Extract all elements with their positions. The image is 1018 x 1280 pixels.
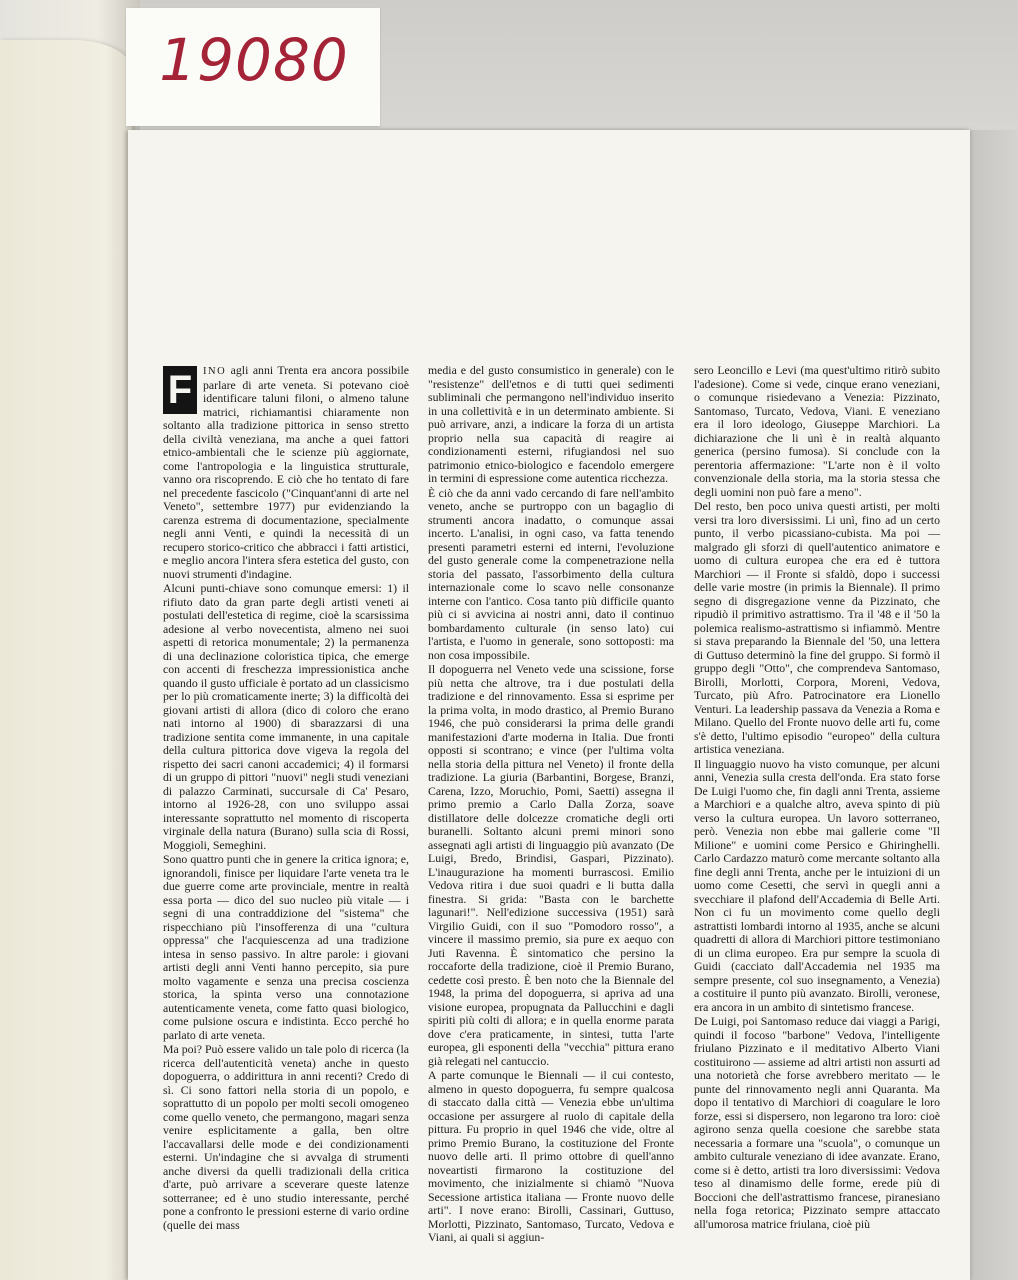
paragraph: sero Leoncillo e Levi (ma quest'ultimo ritirò subito l'adesione). Come si vede, cinque erano veneziani, o comunque risiedevano a Venezia: Pizzinato, Santomaso, Turcato, Vedova, Viani. E veneziano era il loro ideologo, Giuseppe Marchiori. La dichiarazione che li unì è in realtà alquanto generica (persino fumosa). Si conclude con la perentoria affermazione: "L'arte non è il volto convenzionale della storia, ma la storia stessa che degli uomini non può fare a meno". [694,363,940,499]
magazine-page [128,130,970,1280]
paragraph: Del resto, ben poco univa questi artisti, per molti versi tra loro diversissimi. Li unì, fino ad un certo punto, il verbo picassiano-cubista. Ma poi — malgrado gli sforzi di quell'autentico animatore e uomo di cultura europea che era ed è tuttora Marchiori — il Fronte si sfaldò, dopo i successi delle varie mostre (in primis la Biennale). Il primo segno di disgregazione venne da Pizzinato, che ripudiò il primitivo astrattismo. Tra il '48 e il '50 la polemica realismo-astrattismo si infiammò. Mentre si stava preparando la Biennale del '50, una lettera di Guttuso determinò la fine del gruppo. Si formò il gruppo degli "Otto", che comprendeva Santomaso, Birolli, Morlotti, Corpora, Moreni, Vedova, Turcato, più Afro. Patrocinatore era Lionello Venturi. La leadership passava da Venezia a Roma e Milano. Quello del Fronte nuovo delle arti fu, come s'è detto, l'ultimo episodio "europeo" della cultura artistica veneziana. [694,499,940,756]
column-3 [694,364,940,1232]
handwritten-number: 19080 [159,26,349,94]
paragraph: Il dopoguerra nel Veneto vede una scissione, forse più netta che altrove, tra i due postulati della tradizione e del rinnovamento. Essa si esprime per la prima volta, in modo drastico, al Premio Burano 1946, che può considerarsi la prima delle grandi manifestazioni d'arte moderna in Italia. Due fronti opposti si scontrano; e vince (per l'ultima volta nella storia della pittura nel Veneto) il fronte della tradizione. La giuria (Barbantini, Borgese, Branzi, Carena, Izzo, Moruchio, Pomi, Saetti) assegna il primo premio a Carlo Dalla Zorza, soave distillatore delle dolcezze cromatiche degli orti buranelli. Soltanto alcuni premi minori sono assegnati agli artisti di linguaggio più avanzato (De Luigi, Bredo, Brindisi, Gaspari, Pizzinato). L'inaugurazione ha momenti burrascosi. Emilio Vedova ritira i due suoi quadri e li butta dalla finestra. Si grida: "Basta con le barchette lagunari!". Nell'edizione successiva (1951) sarà Virgilio Guidi, con il suo "Pomodoro rosso", a vincere il massimo premio, sia pure ex aequo con Juti Ravenna. È sintomatico che persino la roccaforte della tradizione, cioè il Premio Burano, cedette così presto. È ben noto che la Biennale del 1948, la prima del dopoguerra, si apriva ad una visione europea, propugnata da Pallucchini e dagli spiriti più colti di allora; e in quella enorme parata dove c'era praticamente, in sintesi, tutta l'arte europea, gli esponenti della "vecchia" pittura erano già relegati nel cantuccio. [428,662,674,1068]
paragraph: A parte comunque le Biennali — il cui contesto, almeno in questo dopoguerra, fu sempre qualcosa di staccato dalla città — Venezia ebbe un'ultima occasione per assurgere al ruolo di capitale della pittura. Fu proprio in quel 1946 che vide, oltre al primo Premio Burano, la costituzione del Fronte nuovo delle arti. Il primo ottobre di quell'anno noveartisti firmarono la costituzione del movimento, che inizialmente si chiamò "Nuova Secessione artistica italiana — Fronte nuovo delle arti". I nove erano: Birolli, Cassinari, Guttuso, Morlotti, Pizzinato, Santomaso, Turcato, Vedova e Viani, ai quali si aggiun- [428,1068,674,1244]
column-2 [428,364,674,1246]
column-1 [163,364,409,1233]
paragraph-text: agli anni Trenta era ancora possibile parlare di arte veneta. Si potevano cioè identificare taluni filoni, o almeno talune matrici, richiamantisi chiaramente non soltanto alla tradizione pittorica in senso stretto della civiltà veneziana, ma anche a quei fattori etnico-ambientali che le scienze più aggiornate, come l'antropologia e la linguistica strutturale, vanno ora riscoprendo. E ciò che ho tentato di fare nel precedente fascicolo ("Cinquant'anni di arte nel Veneto", settembre 1977) pur evidenziando la carenza estrema di documentazione, specialmente negli anni Venti, e quindi la necessità di un recupero storico-critico che abbracci i fatti artistici, e meglio ancora l'intera sfera estetica del gusto, con nuovi strumenti d'indagine. [163,363,409,581]
handwritten-number-label [126,8,380,126]
paragraph [163,364,409,581]
previous-page-edge [0,40,132,1280]
paragraph: Sono quattro punti che in genere la critica ignora; e, ignorandoli, finisce per liquidare l'arte veneta tra le due guerre come arte provinciale, mentre in realtà essa porta — dico del suo nucleo più vitale — i segni di una contraddizione del "sistema" che rispecchiano più l'insofferenza di una "cultura oppressa" che l'acquiescenza ad una tradizione intesa in senso passivo. In altre parole: i giovani artisti degli anni Venti hanno percepito, sia pure molto vagamente e senza una precisa coscienza storica, la spinta verso una connotazione autenticamente veneta, come fatto quasi biologico, come pulsione oscura e indistinta. Ecco perché ho parlato di arte veneta. [163,852,409,1042]
paragraph: Alcuni punti-chiave sono comunque emersi: 1) il rifiuto dato da gran parte degli artisti veneti ai postulati dell'estetica di regime, cioè la scarsissima adesione al verbo novecentista, almeno nei suoi aspetti di retorica monumentale; 2) la permanenza di una declinazione coloristica tipica, che emerge con accenti di freschezza impressionistica anche quando il gusto ufficiale è portato ad un classicismo per lo più cromaticamente inerte; 3) la difficoltà dei giovani artisti di allora (dico di coloro che erano nati intorno al 1900) di sbarazzarsi di una tradizione sentita come immanente, in una capitale della cultura pittorica dove vigeva la regola del rispetto dei sacri canoni accademici; 4) il formarsi di un gruppo di pittori "nuovi" negli studi veneziani di palazzo Carminati, succursale di Ca' Pesaro, intorno al 1926-28, con uno sviluppo assai interessante soprattutto nel momento di riscoperta virginale della natura (Burano) sulla scia di Rossi, Moggioli, Semeghini. [163,581,409,852]
paragraph: Ma poi? Può essere valido un tale polo di ricerca (la ricerca dell'autenticità veneta) anche in questo dopoguerra, o addirittura in anni recenti? Credo di sì. Ci sono fattori nella storia di un popolo, e soprattutto di un popolo per molti secoli omogeneo come quello veneto, che permangono, magari senza venire esplicitamente a galla, ben oltre l'accavallarsi delle mode e dei condizionamenti esterni. Un'indagine che si avvalga di strumenti anche diversi da quelli tradizionali della critica d'arte, può arrivare a sceverare queste latenze sotterranee; ed è uno studio interessante, perché pone a confronto le pressioni esterne di vario ordine (quelle dei mass [163,1042,409,1232]
lead-in: INO [203,366,227,377]
paragraph: Il linguaggio nuovo ha visto comunque, per alcuni anni, Venezia sulla cresta dell'onda. Era stato forse De Luigi l'uomo che, fin dagli anni Trenta, assieme a Marchiori e a qualche altro, aveva spinto di più verso la cultura europea. Un lavoro sotterraneo, però. Venezia non ebbe mai gallerie come "Il Milione" e uomini come Persico e Ghiringhelli. Carlo Cardazzo maturò come mercante soltanto alla fine degli anni Trenta, anche per le intuizioni di un uomo come Cesetti, che servì in quegli anni a svecchiare il plafond dell'Accademia di Belle Arti. Non ci fu un movimento come quello degli astrattisti lombardi intorno al 1935, anche se alcuni quadretti di allora di Marchiori pittore testimoniano di un clima europeo. Era pur sempre la scuola di Guidi (cacciato dall'Accademia nel 1935 ma sempre presente, col suo insegnamento, a Venezia) a costituire il punto più avanzato. Birolli, veronese, era ancora in un ambito di sintetismo francese. [694,756,940,1014]
paragraph: De Luigi, poi Santomaso reduce dai viaggi a Parigi, quindi il focoso "barbone" Vedova, l'intelligente friulano Pizzinato e il meditativo Alberto Viani costituirono — assieme ad altri artisti non assurti ad una notorietà che forse avrebbero meritato — le punte del rinnovamento negli anni Quaranta. Ma dopo il tentativo di Marchiori di coagulare le loro forze, essi si dispersero, non legarono tra loro: cioè agirono senza quella coesione che sarebbe stata necessaria a formare una "scuola", o comunque un ambito culturale veneziano di idee avanzate. Erano, come si è detto, artisti tra loro diversissimi: Vedova teso al dinamismo delle forme, erede più di Boccioni che dell'astrattismo francese, piranesiano nella foga retorica; Pizzinato sempre attaccato all'umorosa matrice friulana, cioè più [694,1014,940,1231]
paragraph: È ciò che da anni vado cercando di fare nell'ambito veneto, anche se purtroppo con un bagaglio di strumenti ancora inadatto, o comunque assai incerto. L'analisi, in ogni caso, va fatta tenendo presenti parametri esterni ed interni, l'evoluzione del gusto generale come la compenetrazione nella storia del passato, l'assorbimento della cultura internazionale come lo scavo nelle consonanze interne con l'antico. Cosa tanto più difficile quanto più ci si avvicina ai nostri anni, dato il continuo bombardamento culturale (in senso lato) cui l'artista, e l'uomo in generale, sono sottoposti: ma non cosa impossibile. [428,485,674,662]
background-right [970,130,1018,1280]
paragraph: media e del gusto consumistico in generale) con le "resistenze" dell'etnos e di tutti quei sedimenti subliminali che permangono nell'individuo inserito in una collettività e in un determinato ambiente. Si può arrivare, anzi, a indicare la forza di un artista proprio nella sua capacità di reagire ai condizionamenti esterni, rifugiandosi nel suo patrimonio etnico-biologico e facendolo emergere in termini di espressione come autentica ricchezza. [428,363,674,485]
drop-cap: F [163,366,197,414]
